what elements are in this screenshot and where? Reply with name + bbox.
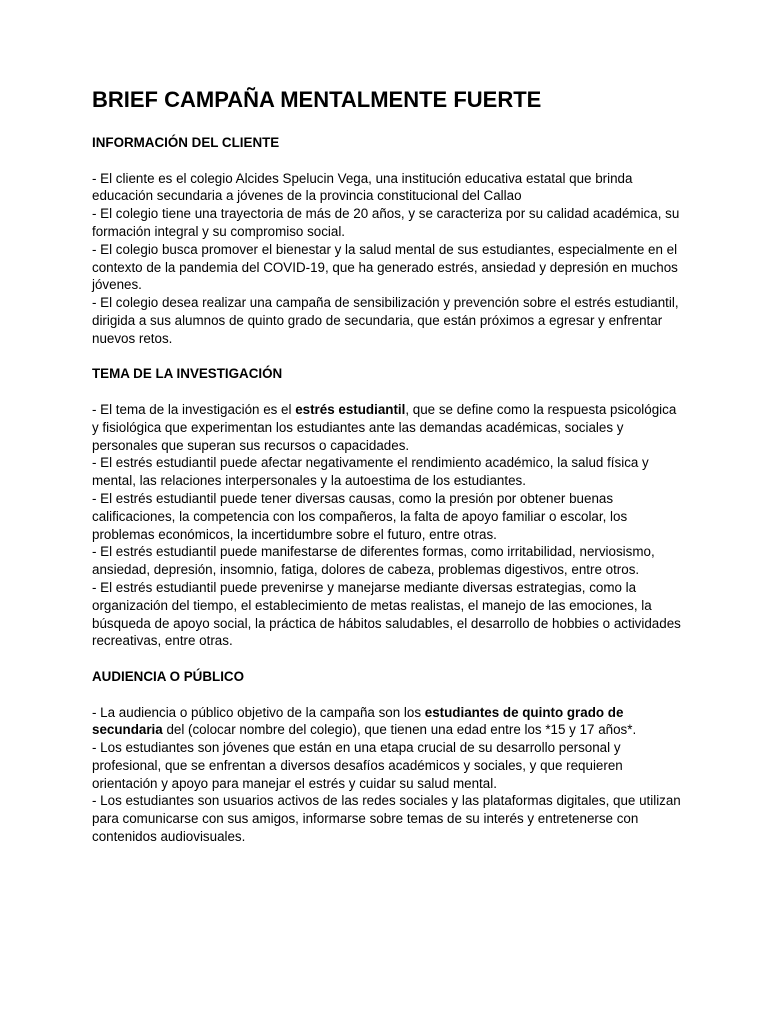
paragraph bbox=[92, 205, 682, 241]
bold-text: estudiantes de quinto grado de secundaria bbox=[92, 704, 624, 738]
section-heading: AUDIENCIA O PÚBLICO bbox=[92, 668, 245, 684]
document-page bbox=[92, 86, 682, 864]
text-run: del (colocar nombre del colegio), que tienen una edad entre los *15 y 17 años*. bbox=[162, 722, 637, 738]
section-body bbox=[92, 170, 682, 348]
paragraph bbox=[92, 490, 682, 543]
text-run: - El estrés estudiantil puede manifestarse de diferentes formas, como irritabilidad, nerviosismo, ansiedad, depresión, insomnio, fatiga, dolores de cabeza, problemas digestivos, entre otros. bbox=[92, 544, 655, 578]
text-run: - El colegio busca promover el bienestar y la salud mental de sus estudiantes, especialmente en el contexto de la pandemia del COVID-19, que ha generado estrés, ansiedad y depresión en muchos jóvenes. bbox=[92, 241, 678, 293]
text-run: - La audiencia o público objetivo de la campaña son los bbox=[92, 704, 425, 720]
paragraph bbox=[92, 241, 682, 294]
section-research-topic bbox=[92, 365, 682, 650]
text-run: - El cliente es el colegio Alcides Spelucin Vega, una institución educativa estatal que brinda educación secundaria a jóvenes de la provincia constitucional del Callao bbox=[92, 170, 633, 204]
section-body bbox=[92, 401, 682, 650]
paragraph bbox=[92, 294, 682, 347]
paragraph bbox=[92, 170, 682, 206]
paragraph bbox=[92, 543, 682, 579]
paragraph bbox=[92, 454, 682, 490]
paragraph bbox=[92, 401, 682, 454]
text-run: - El estrés estudiantil puede tener diversas causas, como la presión por obtener buenas calificaciones, la competencia con los compañeros, la falta de apoyo familiar o escolar, los problemas económicos, la incertidumbre sobre el futuro, entre otras. bbox=[92, 490, 628, 542]
section-heading: INFORMACIÓN DEL CLIENTE bbox=[92, 135, 280, 150]
text-run: - El colegio desea realizar una campaña de sensibilización y prevención sobre el estrés estudiantil, dirigida a sus alumnos de quinto grado de secundaria, que están próximos a egresar y enfrentar nuevos retos. bbox=[92, 295, 679, 346]
text-run: - El estrés estudiantil puede prevenirse y manejarse mediante diversas estrategias, como la organización del tiempo, el establecimiento de metas realistas, el manejo de las emociones, la búsqueda de apoyo social, la práctica de hábitos saludables, el desarrollo de hobbies o actividades recreativas, entre otras. bbox=[92, 579, 681, 649]
text-run: - El estrés estudiantil puede afectar negativamente el rendimiento académico, la salud física y mental, las relaciones interpersonales y la autoestima de los estudiantes. bbox=[92, 455, 649, 489]
bold-text: estrés estudiantil bbox=[295, 401, 406, 417]
text-run: , que se define como la respuesta psicológica y fisiológica que experimentan los estudiantes ante las demandas académicas, sociales y personales que superan sus recursos o capacidades. bbox=[92, 401, 677, 453]
paragraph bbox=[92, 579, 682, 650]
text-run: - Los estudiantes son jóvenes que están en una etapa crucial de su desarrollo personal y profesional, que se enfrentan a diversos desafíos académicos y sociales, y que requieren orientación y apoyo para manejar el estrés y cuidar su salud mental. bbox=[92, 740, 623, 791]
paragraph bbox=[92, 792, 682, 845]
paragraph bbox=[92, 704, 682, 740]
text-run: - El colegio tiene una trayectoria de más de 20 años, y se caracteriza por su calidad académica, su formación integral y su compromiso social. bbox=[92, 206, 680, 239]
section-client-info bbox=[92, 134, 682, 348]
section-body bbox=[92, 704, 682, 846]
text-run: - Los estudiantes son usuarios activos de las redes sociales y las plataformas digitales, que utilizan para comunicarse con sus amigos, informarse sobre temas de su interés y entretenerse con contenidos audiovisuales. bbox=[92, 793, 681, 845]
text-run: - El tema de la investigación es el bbox=[92, 401, 296, 417]
section-heading: TEMA DE LA INVESTIGACIÓN bbox=[92, 366, 283, 382]
section-audience bbox=[92, 668, 682, 846]
paragraph bbox=[92, 739, 682, 792]
document-title: BRIEF CAMPAÑA MENTALMENTE FUERTE bbox=[92, 87, 542, 112]
